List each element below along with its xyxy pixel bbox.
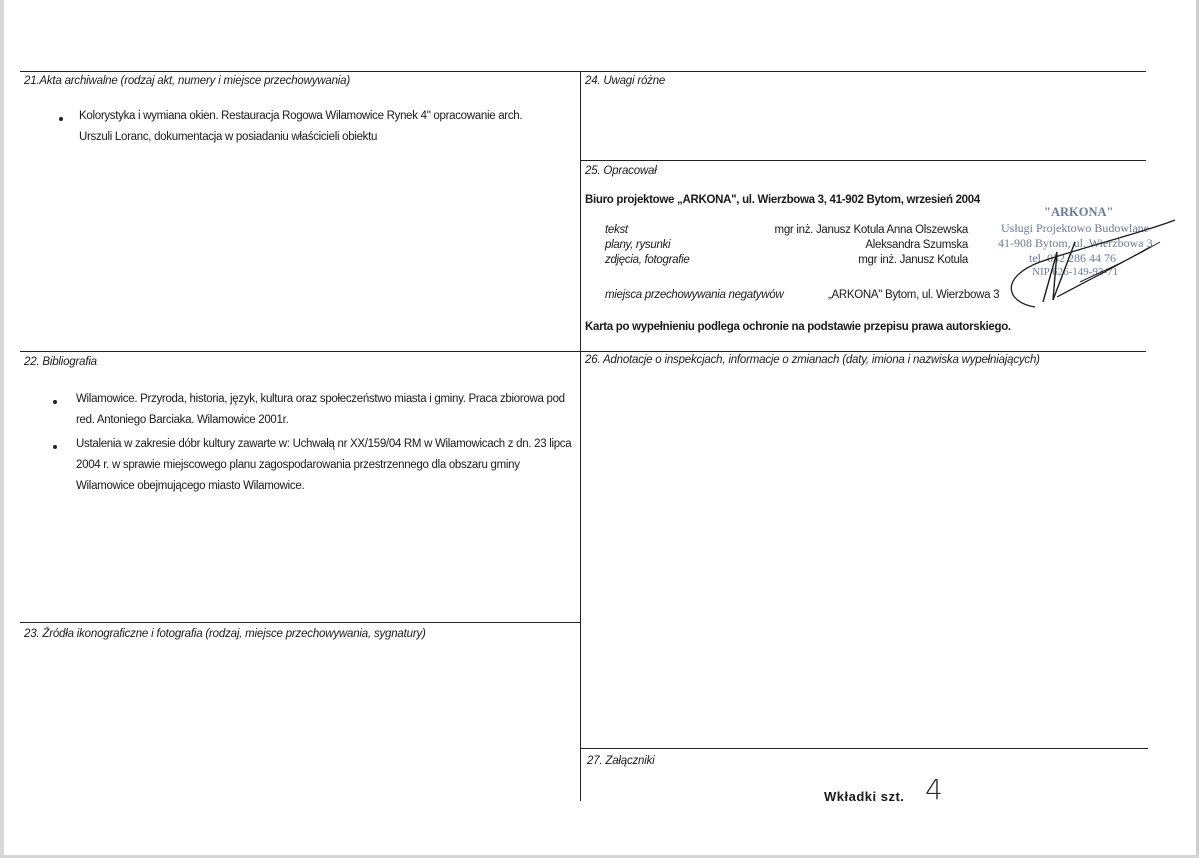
negatives-value: „ARKONA" Bytom, ul. Wierzbowa 3 bbox=[828, 289, 1000, 301]
stamp-line-5: NIP 626-149-93-71 bbox=[1032, 266, 1119, 278]
section-23-title: 23. Źródła ikonograficzne i fotografia (rodzaj, miejsce przechowywania, sygnatury) bbox=[24, 628, 426, 640]
rule-22-23 bbox=[20, 622, 581, 623]
credit-label-plans: plany, rysunki bbox=[605, 239, 671, 251]
credit-label-photos: zdjęcia, fotografie bbox=[605, 254, 690, 266]
inserts-count: 4 bbox=[925, 773, 943, 806]
credit-value-photos: mgr inż. Janusz Kotula bbox=[858, 254, 968, 266]
section-25-title: 25. Opracował bbox=[585, 165, 657, 177]
copyright-note: Karta po wypełnieniu podlega ochronie na podstawie przepisu prawa autorskiego. bbox=[585, 321, 1011, 333]
credit-value-text: mgr inż. Janusz Kotula Anna Olszewska bbox=[774, 224, 968, 236]
credit-value-plans: Aleksandra Szumska bbox=[865, 239, 968, 251]
office-line: Biuro projektowe „ARKONA", ul. Wierzbowa 3, 41-902 Bytom, wrzesień 2004 bbox=[585, 194, 980, 206]
section-21-title: 21.Akta archiwalne (rodzaj akt, numery i miejsce przechowywania) bbox=[24, 75, 350, 87]
section-22-title: 22. Bibliografia bbox=[24, 356, 97, 368]
bibliography-item: Wilamowice. Przyroda, historia, język, kultura oraz społeczeństwo miasta i gminy. Praca zbiorowa pod red. Antoniego Barciaka. Wilamowice 2001r. bbox=[76, 393, 565, 426]
inserts-label: Wkładki szt. bbox=[824, 789, 905, 804]
section-24-title: 24. Uwagi różne bbox=[585, 75, 666, 87]
section-26-title: 26. Adnotacje o inspekcjach, informacje o zmianach (daty, imiona i nazwiska wypełniających) bbox=[585, 354, 1040, 366]
scan-edge-left bbox=[0, 0, 4, 858]
section-27-title: 27. Załączniki bbox=[587, 755, 655, 767]
bullet bbox=[53, 400, 57, 404]
stamp-line-1: "ARKONA" bbox=[1044, 205, 1114, 219]
credit-label-text: tekst bbox=[605, 224, 628, 236]
archive-item: Kolorystyka i wymiana okien. Restauracja Rogowa Wilamowice Rynek 4" opracowanie arch. Urszuli Loranc, dokumentacja w posiadaniu właścicieli obiektu bbox=[79, 110, 523, 143]
bibliography-item: Ustalenia w zakresie dóbr kultury zawarte w: Uchwałą nr XX/159/04 RM w Wilamowicach z dn. 23 lipca 2004 r. w sprawie miejscowego planu zagospodarowania przestrzennego dla obszaru gminy Wilamowice obejmującego miasto Wilamowice. bbox=[76, 438, 572, 492]
bullet bbox=[53, 445, 57, 449]
stamp-line-2: Usługi Projektowo Budowlane bbox=[1001, 221, 1149, 235]
signature bbox=[995, 212, 1185, 322]
stamp-line-3: 41-908 Bytom, ul. Wierzbowa 3 bbox=[998, 236, 1153, 250]
top-rule bbox=[20, 71, 1146, 72]
stamp-line-4: tel. 032 286 44 76 bbox=[1029, 251, 1116, 265]
rule-24-25 bbox=[580, 160, 1146, 161]
bullet bbox=[59, 117, 63, 121]
center-divider bbox=[580, 71, 581, 801]
negatives-label: miejsca przechowywania negatywów bbox=[605, 289, 784, 301]
rule-26-27 bbox=[580, 748, 1148, 749]
rule-21-22 bbox=[20, 351, 1146, 352]
